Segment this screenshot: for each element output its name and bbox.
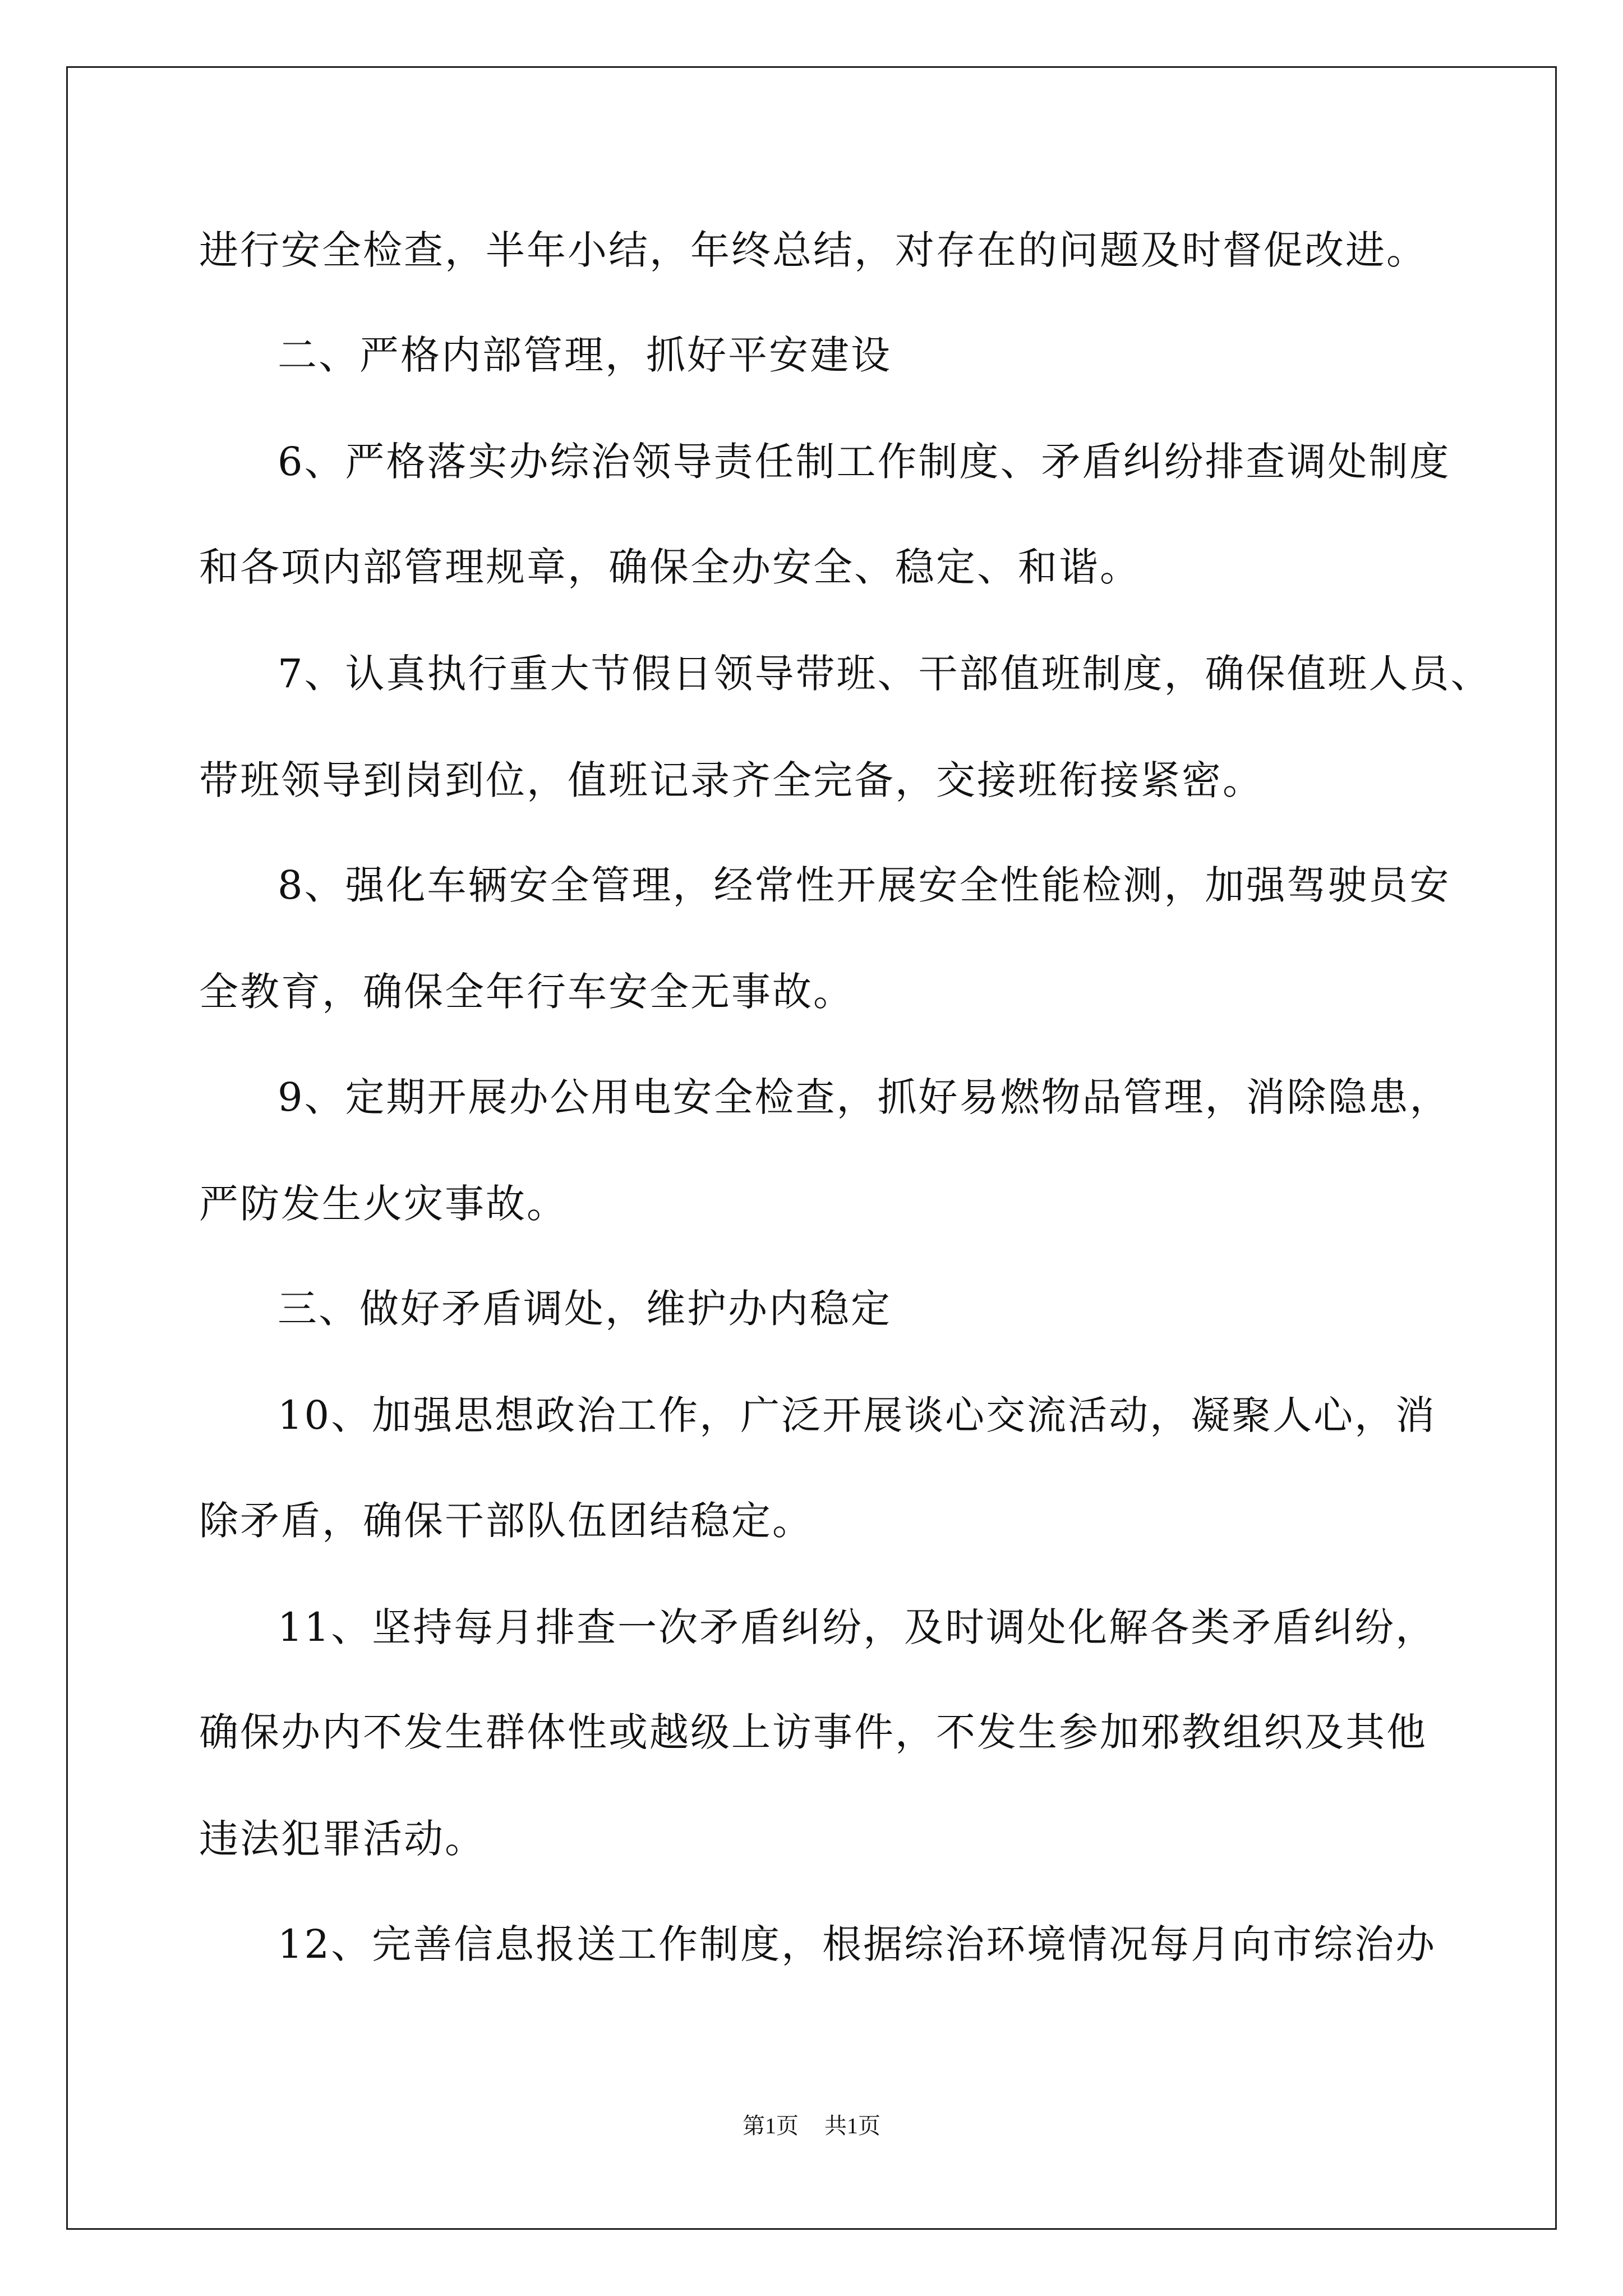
- text-line: 9、定期开展办公用电安全检查，抓好易燃物品管理，消除隐患，: [278, 1074, 1451, 1120]
- text-line: 确保办内不发生群体性或越级上访事件，不发生参加邪教组织及其他: [199, 1709, 1427, 1755]
- text-line: 带班领导到岗到位，值班记录齐全完备，交接班衔接紧密。: [199, 757, 1264, 803]
- page-border: [66, 66, 1557, 2230]
- text-line: 12、完善信息报送工作制度，根据综治环境情况每月向市综治办: [278, 1921, 1437, 1967]
- text-line: 8、强化车辆安全管理，经常性开展安全性能检测，加强驾驶员安: [278, 862, 1451, 908]
- text-line: 除矛盾，确保干部队伍团结稳定。: [199, 1498, 813, 1544]
- text-line: 进行安全检查，半年小结，年终总结，对存在的问题及时督促改进。: [199, 227, 1427, 273]
- text-line: 7、认真执行重大节假日领导带班、干部值班制度，确保值班人员、: [278, 651, 1492, 697]
- text-line: 10、加强思想政治工作，广泛开展谈心交流活动，凝聚人心，消: [278, 1392, 1437, 1438]
- section-heading: 二、严格内部管理，抓好平安建设: [278, 332, 892, 378]
- section-heading: 三、做好矛盾调处，维护办内稳定: [278, 1286, 892, 1332]
- page-number: 第1页: [743, 2113, 799, 2138]
- page-total: 共1页: [824, 2113, 880, 2138]
- text-line: 违法犯罪活动。: [199, 1816, 486, 1862]
- text-line: 6、严格落实办综治领导责任制工作制度、矛盾纠纷排查调处制度: [278, 439, 1451, 485]
- text-line: 全教育，确保全年行车安全无事故。: [199, 969, 854, 1015]
- text-line: 和各项内部管理规章，确保全办安全、稳定、和谐。: [199, 544, 1141, 590]
- text-line: 严防发生火灾事故。: [199, 1181, 568, 1227]
- page-footer: [0, 2112, 1623, 2140]
- text-line: 11、坚持每月排查一次矛盾纠纷，及时调处化解各类矛盾纠纷，: [278, 1604, 1437, 1650]
